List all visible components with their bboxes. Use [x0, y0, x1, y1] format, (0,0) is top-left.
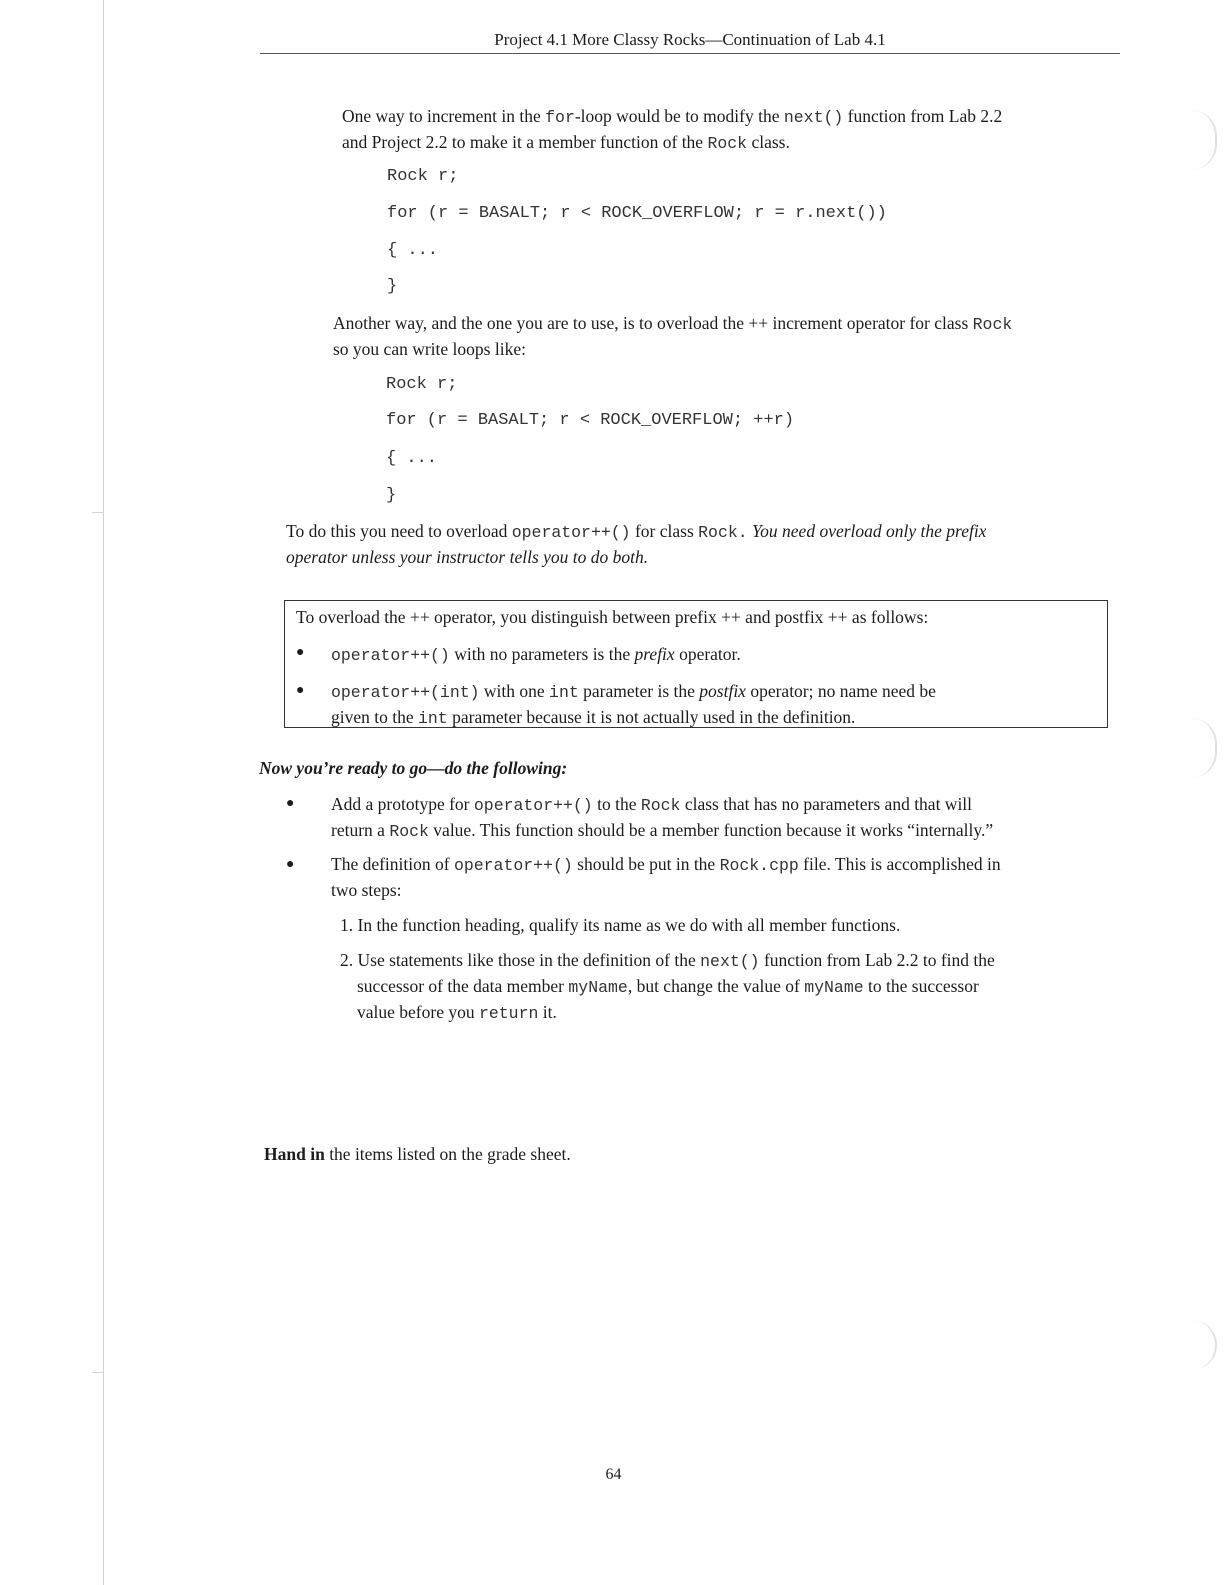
scan-edge-mark [1191, 1320, 1217, 1370]
box-bullet-postfix: operator++(int) with one int parameter is the postfix operator; no name need be given to the int parameter because it is not actually used in the definition. [331, 681, 936, 728]
code-line: for (r = BASALT; r < ROCK_OVERFLOW; r = r.next()) [387, 204, 887, 223]
scan-edge-mark [1191, 718, 1217, 778]
scan-edge-mark [1191, 110, 1217, 170]
ready-heading: Now you’re ready to go—do the following: [259, 758, 568, 778]
scan-gutter-tick [92, 1372, 104, 1373]
overload-paragraph: To do this you need to overload operator++() for class Rock. You need overload only the prefix operator unless your instructor tells you to do both. [286, 521, 987, 567]
intro-line-2: and Project 2.2 to make it a member function of the Rock class. [342, 132, 790, 153]
numbered-step-1: 1. In the function heading, qualify its name as we do with all member functions. [340, 915, 901, 935]
scan-gutter-tick [92, 512, 104, 513]
running-header: Project 4.1 More Classy Rocks—Continuation of Lab 4.1 [494, 30, 886, 49]
scan-gutter-line [103, 0, 104, 1585]
code-line: { ... [387, 241, 439, 260]
code-line: } [386, 486, 397, 505]
step-prototype: Add a prototype for operator++() to the Rock class that has no parameters and that will return a Rock value. This function should be a member function because it works “internally.” [331, 794, 994, 841]
box-bullet-prefix: operator++() with no parameters is the prefix operator. [331, 644, 741, 665]
bullet-icon: ● [286, 796, 295, 811]
header-rule [260, 53, 1120, 54]
code-line: { ... [386, 449, 438, 468]
intro-paragraph [342, 104, 1102, 156]
code-line: } [387, 277, 398, 296]
numbered-step-2: 2. Use statements like those in the definition of the next() function from Lab 2.2 to find the successor of the data member myName, but change the value of myName to the successor value before you return it. [340, 950, 995, 1023]
bullet-icon: ● [286, 857, 295, 872]
step-definition: The definition of operator++() should be put in the Rock.cpp file. This is accomplished in two steps: [331, 854, 1001, 900]
bullet-icon: ● [296, 683, 305, 698]
code-line: Rock r; [386, 375, 458, 394]
page-number: 64 [605, 1466, 622, 1483]
hand-in-note: Hand in the items listed on the grade sheet. [264, 1144, 571, 1164]
bullet-icon: ● [296, 645, 305, 660]
code-line: Rock r; [387, 167, 459, 186]
another-way-paragraph: Another way, and the one you are to use, is to overload the ++ increment operator for class Rock so you can write loops like: [333, 313, 1013, 359]
intro-line-1: One way to increment in the for-loop would be to modify the next() function from Lab 2.2 [342, 106, 1003, 127]
code-line: for (r = BASALT; r < ROCK_OVERFLOW; ++r) [386, 411, 795, 430]
box-title: To overload the ++ operator, you distinguish between prefix ++ and postfix ++ as follows: [296, 607, 929, 627]
